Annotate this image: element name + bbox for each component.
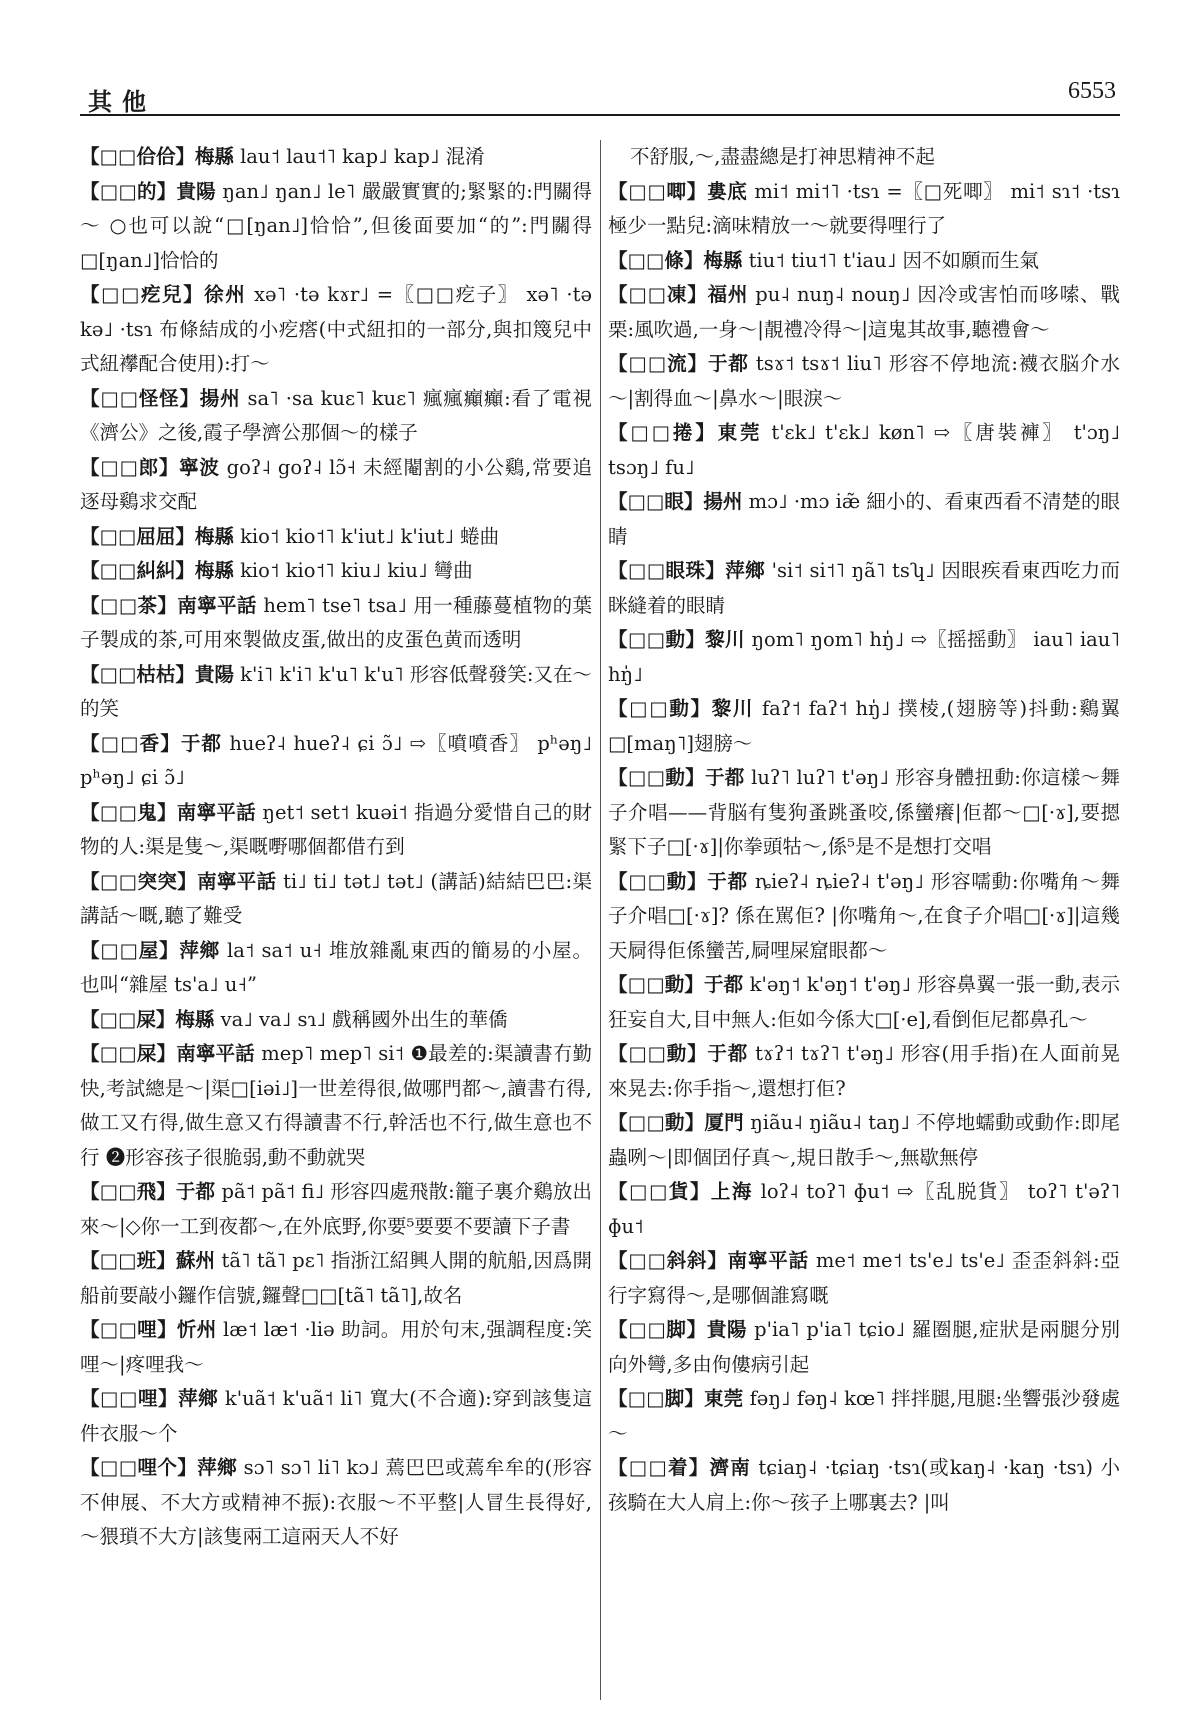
dictionary-entry [608, 244, 1120, 279]
dictionary-entry [80, 1037, 592, 1175]
entry-dialect-place: 萍鄉 [179, 938, 220, 962]
dictionary-entry [80, 1451, 592, 1555]
entry-headword: 【□□的】 [80, 179, 177, 203]
entry-headword: 【□□哩】 [80, 1318, 177, 1341]
entry-dialect-place: 東莞 [704, 1387, 744, 1410]
entry-headword: 【□□動】 [608, 697, 712, 720]
entry-dialect-place: 萍鄉 [197, 1456, 237, 1479]
entry-dialect-place: 婁底 [707, 179, 748, 203]
entry-headword: 【□□枯枯】 [80, 662, 195, 686]
entry-definition: hueʔ˨ hueʔ˨ ɕi ɔ̃˩ ⇨〖噴噴香〗 pʰəŋ˩ pʰəŋ˩ ɕi ɔ̃˩ [80, 731, 592, 789]
entry-dialect-place: 濟南 [709, 1456, 751, 1479]
entry-dialect-place: 寧波 [179, 455, 220, 479]
entry-definition: kio˦ kio˦˥ k'iut˩ k'iut˩ 蜷曲 [233, 524, 500, 548]
entry-headword: 【□□怪怪】 [80, 386, 200, 410]
entry-definition: tiu˦ tiu˦˥ t'iau˩ 因不如願而生氣 [742, 248, 1040, 272]
entry-dialect-place: 南寧平話 [176, 800, 256, 824]
entry-headword: 【□□眼珠】 [608, 559, 726, 582]
dictionary-entry [608, 1244, 1120, 1313]
entry-headword: 【□□屎】 [80, 1042, 177, 1065]
right-column [608, 140, 1120, 1700]
entry-headword: 【□□飛】 [80, 1180, 176, 1203]
dictionary-entry [80, 1313, 592, 1382]
entry-headword: 【□□哩个】 [80, 1456, 198, 1479]
entry-dialect-place: 于都 [175, 1180, 216, 1203]
entry-headword: 【□□班】 [80, 1249, 176, 1272]
dictionary-entry [608, 761, 1120, 865]
entry-headword: 【□□屋】 [80, 938, 180, 962]
dictionary-entry [80, 140, 592, 175]
entry-dialect-place: 上海 [710, 1180, 753, 1203]
dictionary-entry [608, 278, 1120, 347]
entry-dialect-place: 東莞 [717, 421, 763, 444]
entry-definition: ŋom˥ ŋom˥ hŋ̍˩ ⇨〖摇摇動〗 iau˥ iau˥ hŋ̍˩ [608, 628, 1120, 686]
entry-headword: 【□□凍】 [608, 283, 708, 306]
entry-headword: 【□□動】 [608, 766, 705, 789]
left-column [80, 140, 592, 1700]
dictionary-entry [80, 589, 592, 658]
entry-headword: 【□□哩】 [80, 1387, 179, 1410]
entry-headword: 【□□佮佮】 [80, 145, 195, 168]
entry-definition: 'si˦ si˦˥ ŋã˥ tsʮ˩ 因眼疾看東西吃力而眯縫着的眼睛 [608, 559, 1120, 617]
entry-headword: 【□□脚】 [608, 1387, 704, 1410]
dictionary-entry [608, 968, 1120, 1037]
entry-headword: 【□□條】 [608, 248, 704, 272]
entry-dialect-place: 貴陽 [176, 179, 216, 203]
entry-dialect-place: 梅縣 [194, 145, 234, 168]
entry-dialect-place: 黎川 [705, 628, 745, 651]
entry-definition: læ˦ læ˦ ·liə 助詞。用於句末,强調程度:笑哩～|疼哩我～ [80, 1318, 592, 1376]
entry-dialect-place: 徐州 [204, 283, 247, 306]
dictionary-entry [80, 451, 592, 520]
dictionary-entry [80, 727, 592, 796]
dictionary-entry [80, 278, 592, 382]
dictionary-entry [80, 1244, 592, 1313]
entry-dialect-place: 黎川 [711, 697, 755, 720]
entry-dialect-place: 厦門 [704, 1111, 744, 1134]
entry-dialect-place: 于都 [707, 352, 749, 375]
dictionary-entry [608, 1451, 1120, 1520]
entry-dialect-place: 梅縣 [194, 524, 234, 548]
entry-definition: tã˥ tã˥ pɛ˥ 指浙江紹興人開的航船,因爲開船前要敲小鑼作信號,鑼聲□□[tã˥ tã˥],故名 [80, 1249, 592, 1307]
entry-headword: 【□□動】 [608, 1111, 705, 1134]
dictionary-entry [80, 934, 592, 1003]
entry-headword: 【□□捲】 [608, 421, 718, 444]
entry-definition: pu˨ nuŋ˨ nouŋ˩ 因冷或害怕而哆嗦、戰栗:風吹過,一身～|靚禮冷得～|這鬼其故事,聽禮會～ [608, 283, 1120, 341]
entry-definition: me˦ me˦ ts'e˩ ts'e˩ 歪歪斜斜:亞行字寫得～,是哪個誰寫嘅 [608, 1249, 1120, 1307]
entry-definition: la˦ sa˦ u˧ 堆放雜亂東西的簡易的小屋。也叫“雜屋 ts'a˩ u˧” [80, 938, 592, 996]
entry-headword: 【□□糾糾】 [80, 559, 195, 582]
dictionary-entry [80, 175, 592, 279]
entry-definition: loʔ˨ toʔ˥ ɸu˦ ⇨〖乱脱貨〗 toʔ˥ t'əʔ˥ ɸu˦ [608, 1180, 1120, 1238]
entry-definition: ȵieʔ˨ ȵieʔ˨ t'əŋ˩ 形容嚅動:你嘴角～舞子介唱□[·ɤ]? 係在駡佢? |你嘴角～,在食子介唱□[·ɤ]|這幾天屙得佢係蠻苦,屙哩屎窟眼都～ [608, 869, 1120, 962]
entry-dialect-place: 梅縣 [175, 1007, 215, 1031]
entry-definition: k'i˥ k'i˥ k'u˥ k'u˥ 形容低聲發笑:又在～的笑 [80, 662, 592, 720]
dictionary-entry [608, 1106, 1120, 1175]
entry-headword: 【□□動】 [608, 628, 706, 651]
dictionary-entry [608, 347, 1120, 416]
entry-dialect-place: 于都 [704, 766, 745, 789]
entry-headword: 【□□茶】 [80, 593, 178, 617]
entry-dialect-place: 南寧平話 [177, 593, 257, 617]
entry-dialect-place: 于都 [704, 973, 744, 996]
entry-headword: 【□□眼】 [608, 490, 704, 513]
entry-definition: xə˥ ·tə kɤr˩ =〖□□疙子〗 xə˥ ·tə kə˩ ·tsɿ 布條結成的小疙瘩(中式紐扣的一部分,與扣篾兒中式紐襻配合使用):打～ [80, 283, 592, 375]
entry-definition: p'ia˥ p'ia˥ tɕio˩ 羅圈腿,症狀是兩腿分別向外彎,多由佝僂病引起 [608, 1318, 1120, 1376]
entry-definition: hem˥ tse˥ tsa˩ 用一種藤蔓植物的葉子製成的茶,可用來製做皮蛋,做出的皮蛋色黄而透明 [80, 593, 592, 651]
entry-headword: 【□□動】 [608, 973, 705, 996]
entry-dialect-place: 貴陽 [706, 1318, 748, 1341]
entry-dialect-place: 蘇州 [175, 1249, 216, 1272]
entry-headword: 【□□鬼】 [80, 800, 177, 824]
column-divider [600, 140, 601, 1700]
entry-definition: ŋet˦ set˦ kuəi˦ 指過分愛惜自己的財物的人:渠是隻～,渠嘅嘢哪個都借冇到 [80, 800, 592, 858]
entry-definition: va˩ va˩ sɿ˩ 戲稱國外出生的華僑 [214, 1007, 508, 1031]
entry-headword: 【□□郎】 [80, 455, 180, 479]
entry-definition: fəŋ˩ fəŋ˨ kœ˥ 拌拌腿,甩腿:坐響張沙發處～ [608, 1387, 1120, 1445]
dictionary-entry [80, 1175, 592, 1244]
entry-headword: 【□□脚】 [608, 1318, 707, 1341]
dictionary-entry [608, 140, 1120, 175]
dictionary-entry [80, 1382, 592, 1451]
entry-dialect-place: 萍鄉 [178, 1387, 219, 1410]
entry-definition: faʔ˦ faʔ˦ hŋ̍˩ 撲棱,(翅膀等)抖動:鷄翼□[maŋ˥]翅膀～ [608, 697, 1120, 755]
entry-definition: mɔ˩ ·mɔ iæ̃ 細小的、看東西看不清楚的眼睛 [608, 490, 1120, 548]
entry-dialect-place: 南寧平話 [197, 869, 277, 893]
dictionary-body [80, 140, 1120, 1700]
dictionary-entry [608, 1382, 1120, 1451]
entry-headword: 【□□動】 [608, 869, 708, 893]
entry-headword: 【□□斜斜】 [608, 1249, 728, 1272]
entry-definition: tɕiaŋ˨ ·tɕiaŋ ·tsɿ(或kaŋ˨ ·kaŋ ·tsɿ) 小孩騎在大人肩上:你～孩子上哪裏去? |叫 [608, 1456, 1120, 1514]
entry-dialect-place: 于都 [707, 869, 748, 893]
entry-dialect-place: 梅縣 [703, 248, 743, 272]
entry-definition: mep˥ mep˥ si˦ ❶最差的:渠讀書冇勤快,考試總是～|渠□[iəi˩]一世差得很,做哪門都～,讀書冇得,做工又冇得,做生意又冇得讀書不行,幹活也不行,做生意也不行 ❷形容孩子很脆弱,動不動就哭 [80, 1042, 592, 1169]
dictionary-entry [80, 865, 592, 934]
entry-headword: 【□□香】 [80, 731, 181, 755]
entry-definition: mi˦ mi˦˥ ·tsɿ =〖□死唧〗 mi˦ sɿ˦ ·tsɿ 極少一點兒:滴味精放一～就要得哩行了 [608, 179, 1120, 237]
entry-definition: k'uã˦ k'uã˦ li˥ 寬大(不合適):穿到該隻這件衣服～个 [80, 1387, 592, 1445]
entry-definition: pã˦ pã˦ fi˩ 形容四處飛散:籠子裏介鷄放出來～|◇你一工到夜都～,在外底野,你要⁵要要不要讀下子書 [80, 1180, 592, 1238]
dictionary-entry [80, 382, 592, 451]
dictionary-entry [608, 1175, 1120, 1244]
entry-definition: sɔ˥ sɔ˥ li˥ kɔ˩ 蔫巴巴或蔫牟牟的(形容不伸展、不大方或精神不振):衣服～不平整|人冒生長得好,～猥瑣不大方|該隻兩工這兩天人不好 [80, 1456, 592, 1548]
page-header [88, 78, 1120, 114]
entry-dialect-place: 福州 [707, 283, 749, 306]
entry-definition: ti˩ ti˩ tət˩ tət˩ (講話)結結巴巴:渠講話～嘅,聽了難受 [80, 869, 592, 927]
page-number: 6553 [1068, 78, 1116, 104]
header-rule [80, 114, 1120, 116]
entry-definition: tɤʔ˦ tɤʔ˥ t'əŋ˩ 形容(用手指)在人面前晃來晃去:你手指～,還想打佢? [608, 1042, 1120, 1100]
entry-dialect-place: 揚州 [199, 386, 241, 410]
dictionary-entry [608, 692, 1120, 761]
entry-continuation: 不舒服,～,盡盡總是打神思精神不起 [630, 145, 935, 168]
entry-definition: k'əŋ˦ k'əŋ˦ t'əŋ˩ 形容鼻翼一張一動,表示狂妄自大,目中無人:佢如今係大□[·e],看倒佢尼都鼻孔～ [608, 973, 1120, 1031]
entry-dialect-place: 南寧平話 [727, 1249, 809, 1272]
entry-headword: 【□□突突】 [80, 869, 198, 893]
entry-headword: 【□□疙兒】 [80, 283, 205, 306]
entry-definition: lau˦ lau˦˥ kap˩ kap˩ 混淆 [233, 145, 485, 168]
entry-dialect-place: 于都 [707, 1042, 749, 1065]
dictionary-entry [80, 520, 592, 555]
dictionary-entry [608, 865, 1120, 969]
entry-definition: ŋiãu˨ ŋiãu˨ taŋ˩ 不停地蠕動或動作:即尾蟲咧～|即個囝仔真～,規日散手～,無歇無停 [608, 1111, 1120, 1169]
entry-headword: 【□□動】 [608, 1042, 708, 1065]
dictionary-entry [608, 554, 1120, 623]
dictionary-entry [608, 1037, 1120, 1106]
dictionary-entry [80, 658, 592, 727]
entry-definition: ŋan˩ ŋan˩ le˥ 嚴嚴實實的;緊緊的:門關得～ ○也可以說“□[ŋan˩]恰恰”,但後面要加“的”:門關得□[ŋan˩]恰恰的 [80, 179, 592, 272]
dictionary-entry [608, 623, 1120, 692]
entry-headword: 【□□屎】 [80, 1007, 176, 1031]
entry-definition: tsɤ˦ tsɤ˦ liu˥ 形容不停地流:襪衣脳介水～|割得血～|鼻水～|眼淚～ [608, 352, 1120, 410]
section-title: 其他 [88, 87, 156, 116]
entry-headword: 【□□貨】 [608, 1180, 711, 1203]
dictionary-entry [608, 175, 1120, 244]
dictionary-entry [80, 554, 592, 589]
entry-dialect-place: 梅縣 [194, 559, 234, 582]
entry-definition: sa˥ ·sa kuɛ˥ kuɛ˥ 瘋瘋癲癲:看了電視《濟公》之後,霞子學濟公那個～的樣子 [80, 386, 592, 444]
entry-definition: kio˦ kio˦˥ kiu˩ kiu˩ 彎曲 [233, 559, 473, 582]
entry-dialect-place: 揚州 [703, 490, 743, 513]
entry-headword: 【□□流】 [608, 352, 708, 375]
dictionary-entry [608, 416, 1120, 485]
entry-dialect-place: 南寧平話 [176, 1042, 255, 1065]
entry-headword: 【□□唧】 [608, 179, 708, 203]
entry-headword: 【□□屈屈】 [80, 524, 195, 548]
entry-definition: t'ɛk˩ t'ɛk˩ køn˥ ⇨〖唐裝褲〗 t'ɔŋ˩ tsɔŋ˩ fu˩ [608, 421, 1120, 479]
entry-dialect-place: 于都 [180, 731, 223, 755]
entry-dialect-place: 忻州 [176, 1318, 217, 1341]
dictionary-entry [608, 485, 1120, 554]
dictionary-entry [80, 796, 592, 865]
entry-dialect-place: 萍鄉 [725, 559, 766, 582]
entry-headword: 【□□着】 [608, 1456, 710, 1479]
entry-definition: luʔ˥ luʔ˥ t'əŋ˩ 形容身體扭動:你這樣～舞子介唱——背脳有隻狗蚤跳蚤咬,係蠻癢|佢都～□[·ɤ],要摁緊下子□[·ɤ]|你拳頭牯～,係⁵是不是想打交唱 [608, 766, 1120, 858]
entry-dialect-place: 貴陽 [194, 662, 234, 686]
entry-definition: goʔ˨ goʔ˨ lɔ̃˧ 未經閹割的小公鷄,常要追逐母鷄求交配 [80, 455, 592, 513]
dictionary-entry [608, 1313, 1120, 1382]
dictionary-entry [80, 1003, 592, 1038]
